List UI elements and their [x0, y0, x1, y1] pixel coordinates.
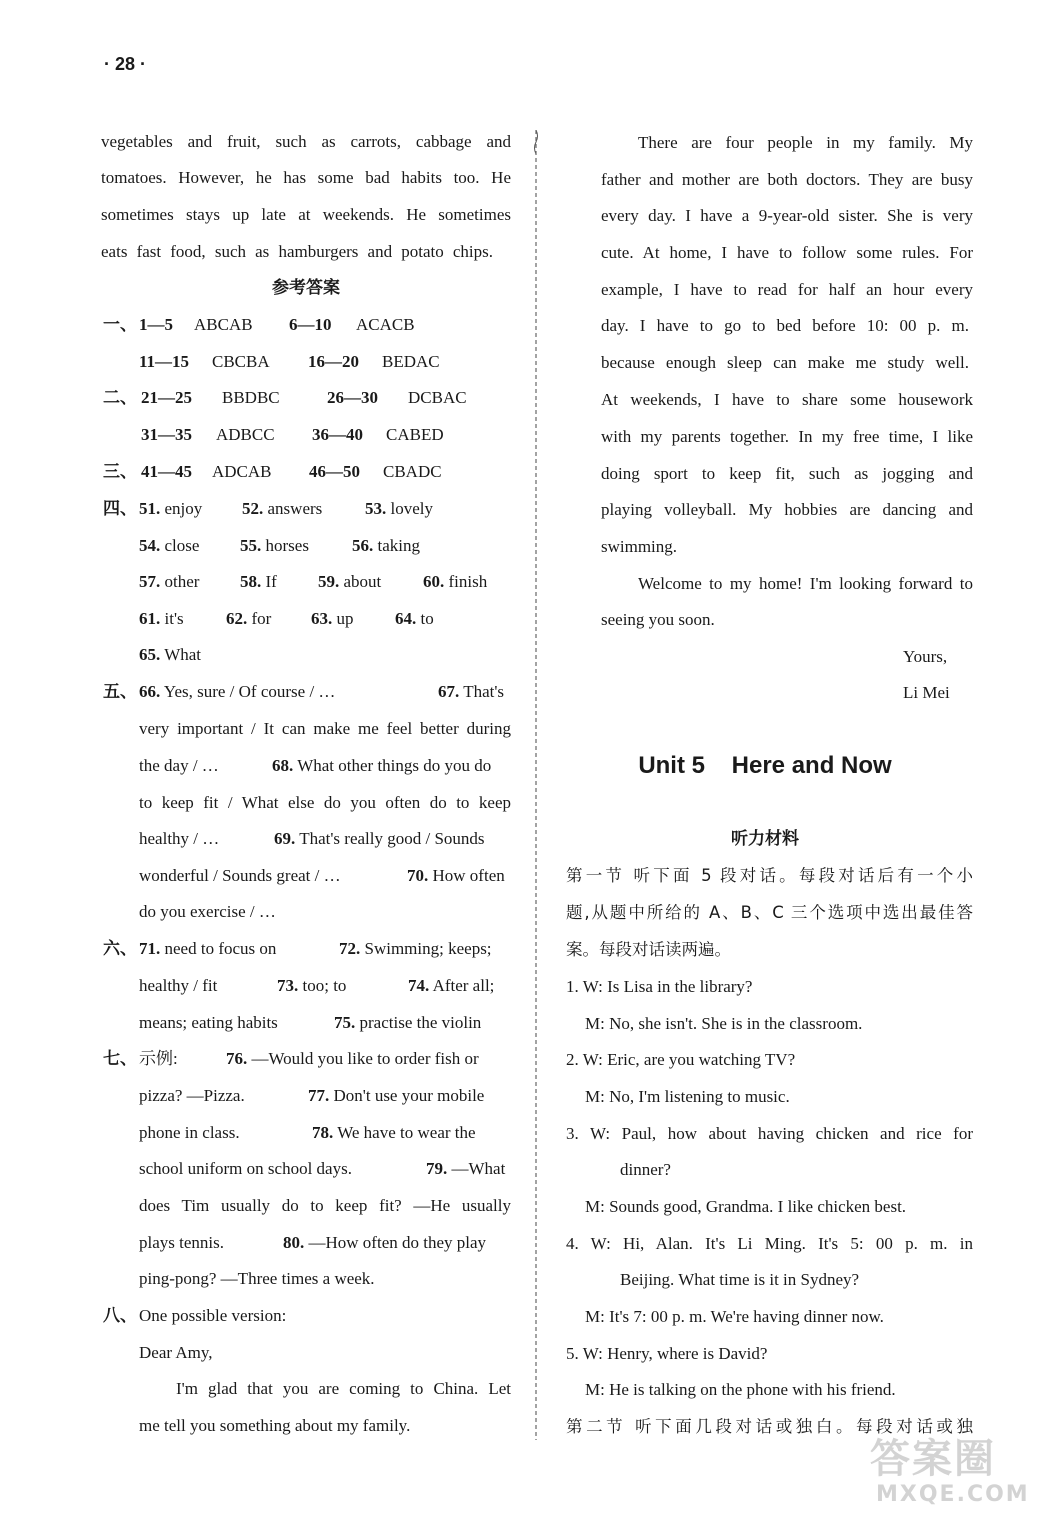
item-number: 70. — [407, 866, 429, 885]
dialog-line: M: He is talking on the phone with his friend. — [585, 1380, 896, 1399]
range: 16—20 — [308, 352, 359, 371]
range: 46—50 — [309, 462, 360, 481]
answer-item — [438, 681, 504, 703]
item-word: about — [343, 572, 382, 591]
story-line: eats fast food, such as hamburgers and potato chips. — [101, 242, 493, 261]
item-number: 79. — [426, 1159, 448, 1178]
item-word: horses — [265, 536, 309, 555]
section-label: 八、 — [103, 1306, 137, 1325]
answer-text: school uniform on school days. — [139, 1159, 352, 1178]
answers: CABED — [386, 425, 444, 444]
dialog-line: M: Sounds good, Grandma. I like chicken best. — [585, 1197, 907, 1216]
item-number: 55. — [240, 536, 262, 555]
answer-item — [139, 938, 276, 960]
item-number: 69. — [274, 829, 296, 848]
letter-line: seeing you soon. — [601, 610, 715, 629]
item-word: What — [164, 645, 202, 664]
answer-item — [226, 608, 271, 630]
item-number: 80. — [283, 1233, 305, 1252]
unit-title: Unit 5 Here and Now — [638, 752, 892, 779]
letter-line: swimming. — [601, 537, 678, 556]
dialog-line: M: It's 7: 00 p. m. We're having dinner now. — [585, 1307, 884, 1326]
answer-text: practise the violin — [359, 1013, 482, 1032]
letter-line: doing sport to keep fit, such as jogging and — [601, 464, 973, 483]
section-instruction: 第一节 听下面 5 段对话。每段对话后有一个小 — [566, 866, 973, 885]
answer-item — [272, 755, 491, 777]
item-number: 51. — [139, 499, 161, 518]
answer-item — [395, 608, 434, 630]
section-instruction: 案。每段对话读两遍。 — [566, 940, 731, 959]
item-word: answers — [267, 499, 323, 518]
answer-item — [339, 938, 492, 960]
answer-text: ping-pong? —Three times a week. — [139, 1269, 375, 1288]
example-label: 示例: — [139, 1049, 178, 1068]
item-number: 56. — [352, 536, 374, 555]
answer-text: That's really good / Sounds — [299, 829, 485, 848]
item-number: 54. — [139, 536, 161, 555]
answers: BEDAC — [382, 352, 440, 371]
range: 21—25 — [141, 388, 192, 407]
answer-item — [139, 498, 202, 520]
letter-line: example, I have to read for half an hour every — [601, 280, 973, 299]
letter-closing: Yours, — [903, 647, 948, 666]
section-label: 六、 — [103, 939, 137, 958]
watermark — [870, 1436, 1030, 1508]
answer-item — [139, 535, 199, 557]
item-number: 74. — [408, 976, 430, 995]
item-number: 67. — [438, 682, 460, 701]
letter-line: At weekends, I have to share some housework — [601, 390, 973, 409]
dialog-line: 2. W: Eric, are you watching TV? — [566, 1050, 796, 1069]
answer-text: One possible version: — [139, 1306, 287, 1325]
answer-item — [240, 571, 277, 593]
letter-line: father and mother are both doctors. They are busy — [601, 170, 973, 189]
range: 41—45 — [141, 462, 192, 481]
item-word: for — [251, 609, 272, 628]
answers: ADBCC — [216, 425, 275, 444]
item-number: 72. — [339, 939, 361, 958]
section-label: 三、 — [103, 462, 137, 481]
answer-text: Swimming; keeps; — [364, 939, 492, 958]
answer-text: wonderful / Sounds great / … — [139, 866, 341, 885]
answer-text: Don't use your mobile — [333, 1086, 485, 1105]
letter-line: I'm glad that you are coming to China. Let — [176, 1379, 511, 1398]
section-label: 七、 — [103, 1049, 137, 1068]
letter-line: because enough sleep can make me study well. — [601, 353, 969, 372]
letter-greeting: Dear Amy, — [139, 1343, 213, 1362]
item-number: 71. — [139, 939, 161, 958]
answer-item — [318, 571, 381, 593]
section-label: 二、 — [103, 388, 137, 407]
answer-text: too; to — [302, 976, 347, 995]
answer-text: the day / … — [139, 756, 219, 775]
range: 26—30 — [327, 388, 378, 407]
item-number: 77. — [308, 1086, 330, 1105]
section-label: 四、 — [103, 499, 137, 518]
item-word: enjoy — [164, 499, 203, 518]
range: 36—40 — [312, 425, 363, 444]
item-word: to — [420, 609, 434, 628]
item-word: up — [336, 609, 354, 628]
dialog-line: 3. W: Paul, how about having chicken and rice for — [566, 1124, 973, 1143]
answer-text: —How often do they play — [308, 1233, 487, 1252]
section-instruction: 第二节 听下面几段对话或独白。每段对话或独 — [566, 1417, 973, 1436]
answers: CBADC — [383, 462, 442, 481]
answers: CBCBA — [212, 352, 270, 371]
answer-item — [242, 498, 322, 520]
item-word: lovely — [390, 499, 433, 518]
answers: ACACB — [356, 315, 415, 334]
item-number: 78. — [312, 1123, 334, 1142]
answer-item — [277, 975, 346, 997]
answer-text: phone in class. — [139, 1123, 240, 1142]
page-number: · 28 · — [104, 54, 147, 74]
answer-item — [283, 1232, 486, 1254]
answer-item — [139, 608, 184, 630]
letter-line: me tell you something about my family. — [139, 1416, 411, 1435]
item-word: it's — [164, 609, 184, 628]
answer-item — [312, 1122, 476, 1144]
answer-item — [139, 571, 199, 593]
dialog-line: 1. W: Is Lisa in the library? — [566, 977, 753, 996]
dialog-line: M: No, I'm listening to music. — [585, 1087, 790, 1106]
answer-text: plays tennis. — [139, 1233, 224, 1252]
answer-text: We have to wear the — [337, 1123, 476, 1142]
letter-line: Welcome to my home! I'm looking forward to — [638, 574, 973, 593]
answer-text: What other things do you do — [297, 756, 492, 775]
item-number: 63. — [311, 609, 333, 628]
section-instruction: 题,从题中所给的 A、B、C 三个选项中选出最佳答 — [566, 903, 973, 922]
answer-item — [226, 1048, 479, 1070]
section-label: 五、 — [103, 682, 137, 701]
answer-item — [352, 535, 420, 557]
answer-item — [139, 644, 201, 666]
dialog-line: M: No, she isn't. She is in the classroom. — [585, 1014, 863, 1033]
letter-line: day. I have to go to bed before 10: 00 p. m. — [601, 316, 969, 335]
answer-text: means; eating habits — [139, 1013, 278, 1032]
item-word: close — [164, 536, 200, 555]
item-number: 75. — [334, 1013, 356, 1032]
letter-signature: Li Mei — [903, 683, 950, 702]
answer-item — [408, 975, 494, 997]
item-word: finish — [448, 572, 488, 591]
story-line: sometimes stays up late at weekends. He sometimes — [101, 205, 511, 224]
answer-text: —Would you like to order fish or — [251, 1049, 479, 1068]
answer-item — [308, 1085, 484, 1107]
item-number: 76. — [226, 1049, 248, 1068]
dialog-line: 4. W: Hi, Alan. It's Li Ming. It's 5: 00 p. m. in — [566, 1234, 973, 1253]
range: 1—5 — [139, 315, 173, 334]
answer-item — [365, 498, 433, 520]
answer-item — [240, 535, 309, 557]
watermark-url: MXQE.COM — [876, 1482, 1030, 1507]
dialog-line: 5. W: Henry, where is David? — [566, 1344, 768, 1363]
answer-text: healthy / … — [139, 829, 220, 848]
answer-text: very important / It can make me feel better during — [139, 719, 511, 738]
column-divider — [533, 130, 539, 1440]
answer-text: to keep fit / What else do you often do to keep — [139, 793, 511, 812]
answer-item — [423, 571, 487, 593]
letter-line: cute. At home, I have to follow some rules. For — [601, 243, 973, 262]
answer-text: How often — [432, 866, 505, 885]
letter-line: playing volleyball. My hobbies are dancing and — [601, 500, 973, 519]
item-word: If — [265, 572, 277, 591]
range: 31—35 — [141, 425, 192, 444]
item-word: taking — [377, 536, 420, 555]
answer-text: After all; — [432, 976, 495, 995]
answers: DCBAC — [408, 388, 467, 407]
answer-item — [311, 608, 354, 630]
answers: BBDBC — [222, 388, 280, 407]
item-word: other — [164, 572, 200, 591]
item-number: 57. — [139, 572, 161, 591]
answer-text: does Tim usually do to keep fit? —He usually — [139, 1196, 511, 1215]
item-number: 60. — [423, 572, 445, 591]
item-number: 65. — [139, 645, 161, 664]
listening-heading: 听力材料 — [731, 829, 799, 849]
item-number: 68. — [272, 756, 294, 775]
answers: ADCAB — [212, 462, 272, 481]
item-number: 62. — [226, 609, 248, 628]
letter-line: with my parents together. In my free time, I like — [601, 427, 973, 446]
letter-line: every day. I have a 9-year-old sister. She is very — [601, 206, 973, 225]
item-number: 59. — [318, 572, 340, 591]
item-number: 52. — [242, 499, 264, 518]
answer-text: need to focus on — [164, 939, 277, 958]
item-number: 64. — [395, 609, 417, 628]
item-number: 61. — [139, 609, 161, 628]
dialog-line: dinner? — [620, 1160, 671, 1179]
answer-text: do you exercise / … — [139, 902, 276, 921]
answer-item — [334, 1012, 481, 1034]
section-label: 一、 — [103, 315, 137, 334]
range: 11—15 — [139, 352, 190, 371]
range: 6—10 — [289, 315, 332, 334]
answer-text: Yes, sure / Of course / … — [163, 682, 336, 701]
item-number: 58. — [240, 572, 262, 591]
answer-text: —What — [451, 1159, 506, 1178]
story-line: vegetables and fruit, such as carrots, cabbage and — [101, 132, 511, 151]
answer-text: healthy / fit — [139, 976, 218, 995]
item-number: 66. — [139, 682, 161, 701]
item-number: 53. — [365, 499, 387, 518]
answer-item — [407, 865, 505, 887]
answer-item — [426, 1158, 505, 1180]
dialog-line: Beijing. What time is it in Sydney? — [620, 1270, 860, 1289]
letter-line: There are four people in my family. My — [638, 133, 973, 152]
answer-item — [139, 681, 335, 703]
answer-heading: 参考答案 — [272, 278, 340, 298]
watermark-logo-text: 答案圈 — [870, 1436, 996, 1482]
answer-text: That's — [463, 682, 505, 701]
answer-item — [274, 828, 485, 850]
answers: ABCAB — [194, 315, 253, 334]
item-number: 73. — [277, 976, 299, 995]
answer-text: pizza? —Pizza. — [139, 1086, 245, 1105]
story-line: tomatoes. However, he has some bad habits too. He — [101, 168, 511, 187]
